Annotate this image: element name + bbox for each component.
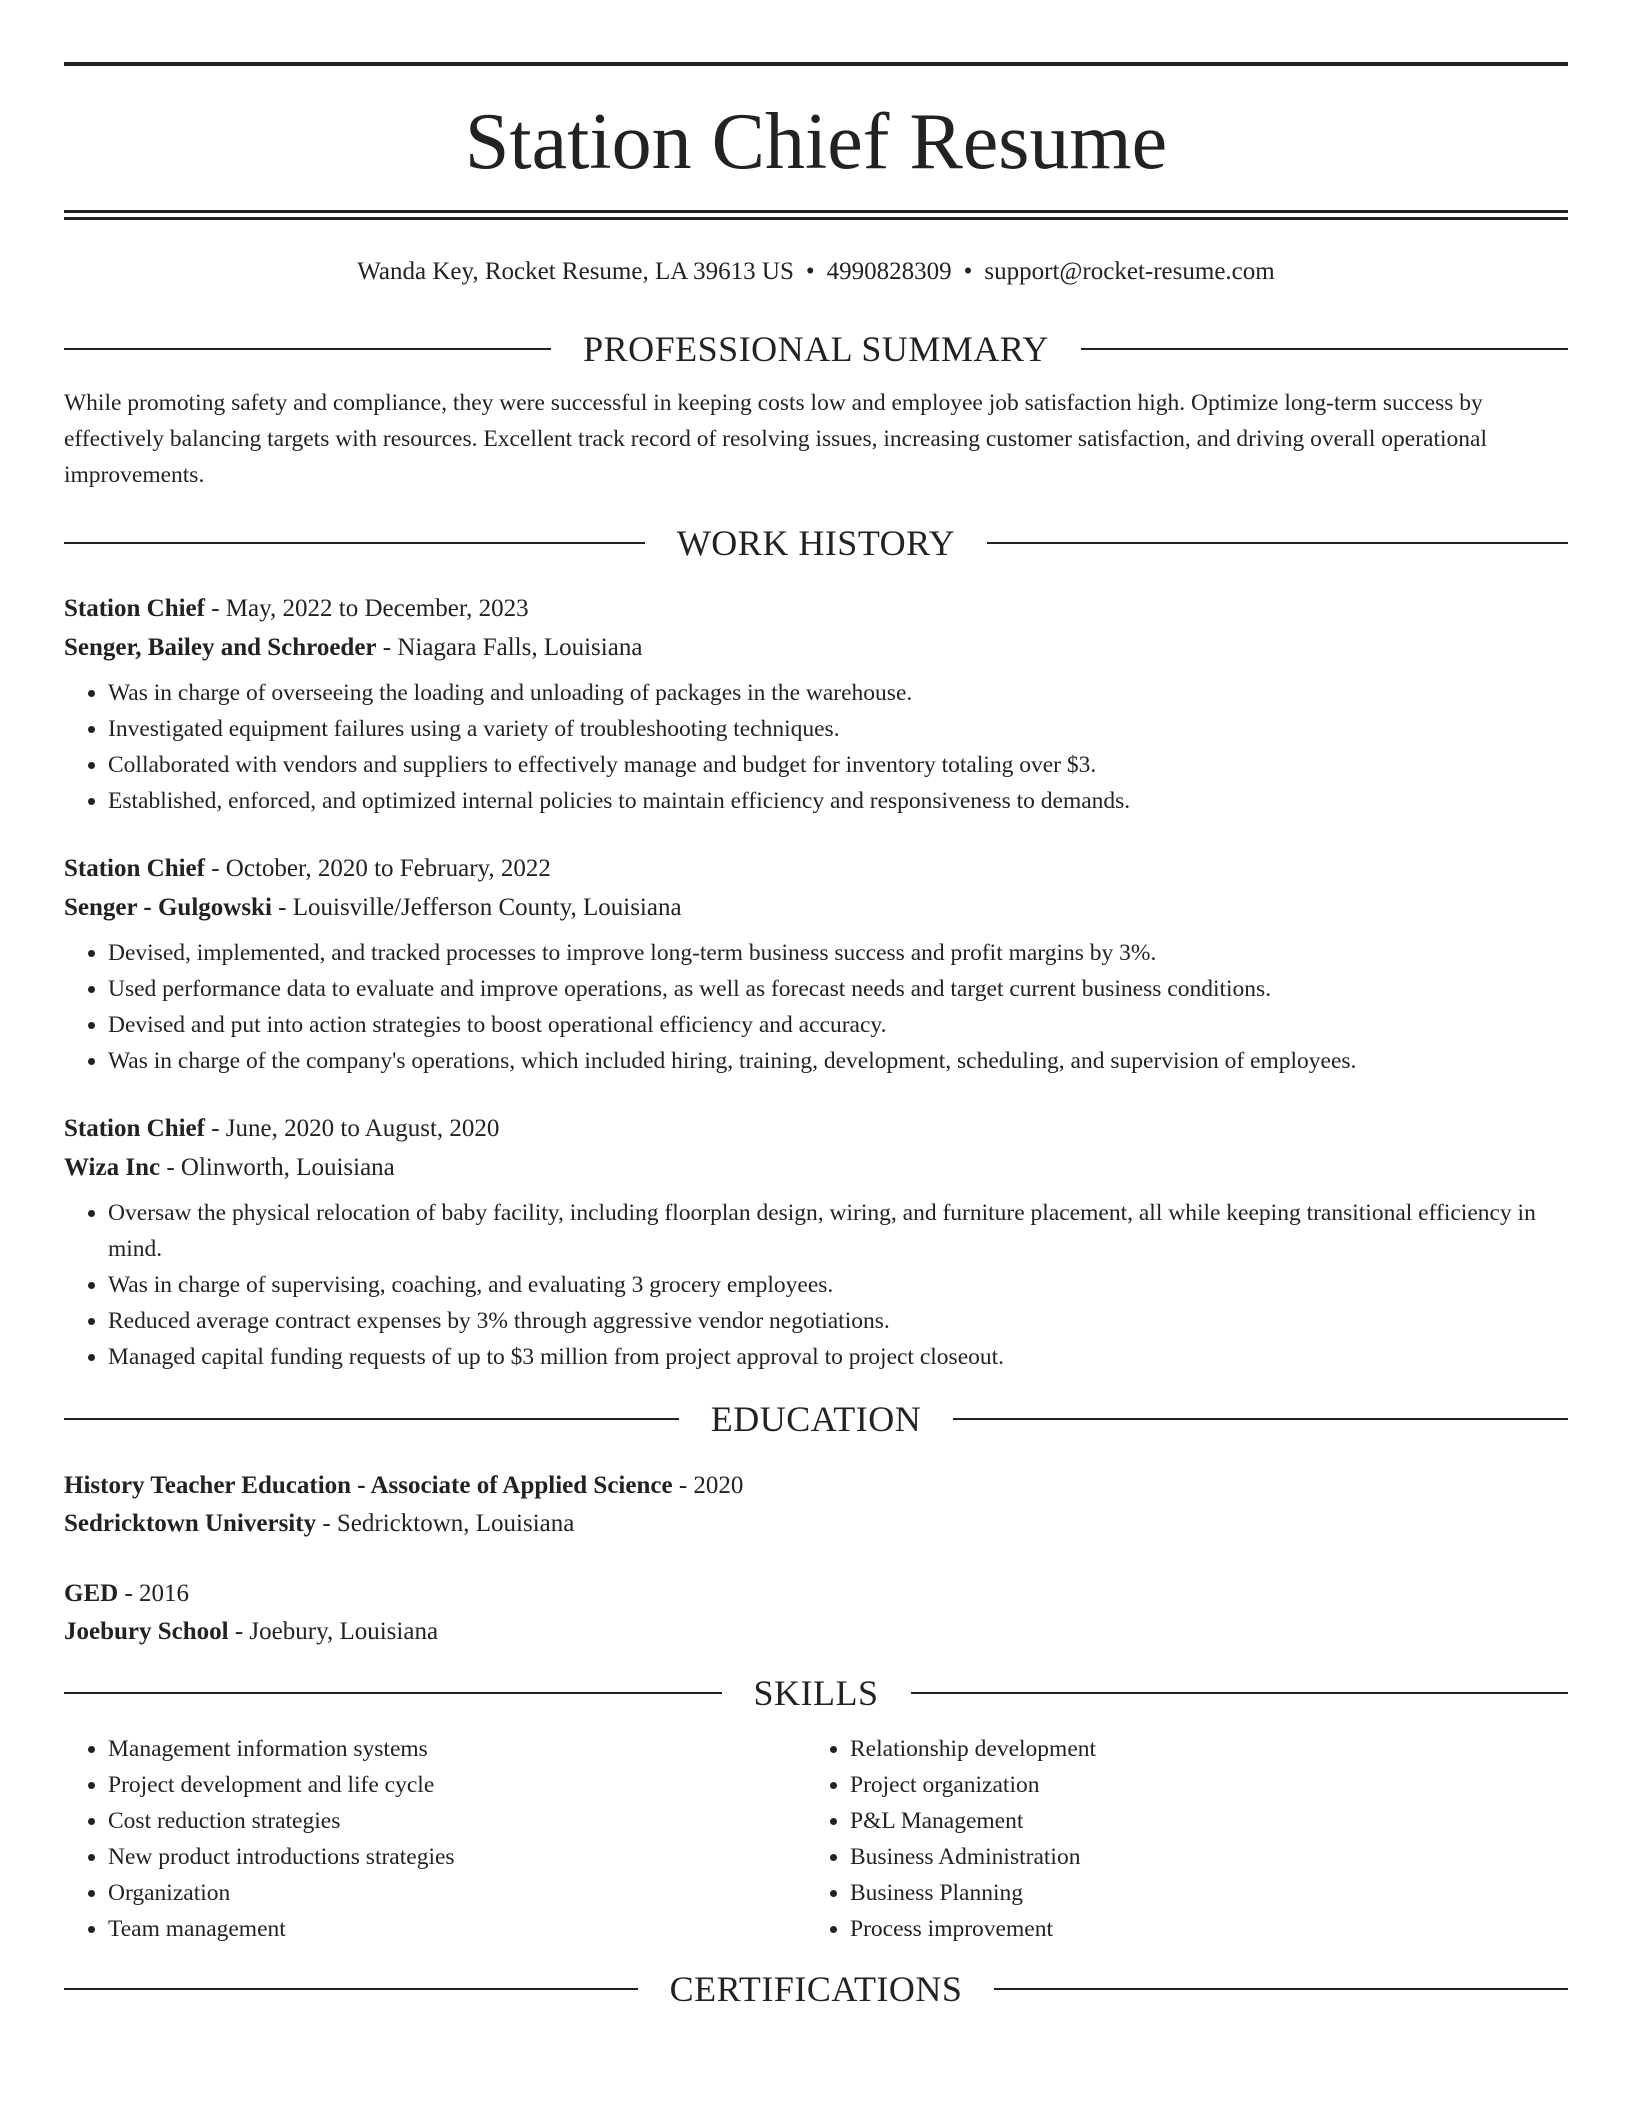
section-heading-education: [64, 1397, 1568, 1441]
contact-email: support@rocket-resume.com: [984, 258, 1275, 285]
title-double-rule: [64, 210, 1568, 220]
job-company-line: [64, 888, 1568, 927]
heading-rule: [1081, 348, 1568, 350]
job-bullet: • Oversaw the physical relocation of baby facility, including floorplan design, wiring, and furniture placement, all while keeping transitional efficiency in mind.: [108, 1195, 1568, 1267]
education-degree-line: [64, 1467, 1568, 1505]
job-bullet: • Was in charge of overseeing the loading and unloading of packages in the warehouse.: [108, 675, 1568, 711]
job-dates: - October, 2020 to February, 2022: [204, 855, 551, 882]
job-company-line: [64, 1148, 1568, 1187]
skills-column-left: [64, 1731, 806, 1947]
education-degree: History Teacher Education - Associate of Applied Science: [64, 1472, 673, 1499]
section-heading-skills: [64, 1671, 1568, 1715]
job-location: - Olinworth, Louisiana: [160, 1154, 395, 1181]
job-title-line: [64, 849, 1568, 888]
job-bullet: • Was in charge of the company's operations, which included hiring, training, development, scheduling, and supervision of employees.: [108, 1043, 1568, 1079]
job-bullets: [64, 675, 1568, 819]
heading-rule: [64, 542, 645, 544]
work-history-list: [64, 589, 1568, 1375]
contact-address: Wanda Key, Rocket Resume, LA 39613 US: [357, 258, 794, 285]
skill-item: • Business Administration: [850, 1839, 1548, 1875]
job-company: Senger - Gulgowski: [64, 894, 272, 921]
job-title-line: [64, 589, 1568, 628]
job-dates: - May, 2022 to December, 2023: [204, 595, 529, 622]
education-school-line: [64, 1613, 1568, 1651]
contact-line: [64, 255, 1568, 289]
skill-item: • New product introductions strategies: [108, 1839, 806, 1875]
heading-rule: [994, 1988, 1568, 1990]
job-location: - Louisville/Jefferson County, Louisiana: [271, 894, 682, 921]
skills-column-right: [806, 1731, 1548, 1947]
education-school: Sedricktown University: [64, 1510, 317, 1537]
job-bullet: • Devised and put into action strategies to boost operational efficiency and accuracy.: [108, 1007, 1568, 1043]
section-label: WORK HISTORY: [676, 523, 956, 563]
heading-rule: [987, 542, 1568, 544]
job-bullet: • Managed capital funding requests of up to $3 million from project approval to project closeout.: [108, 1339, 1568, 1375]
job-bullet: • Was in charge of supervising, coaching, and evaluating 3 grocery employees.: [108, 1267, 1568, 1303]
job-bullet: • Collaborated with vendors and suppliers to effectively manage and budget for inventory totaling over $3.: [108, 747, 1568, 783]
job-bullet: • Reduced average contract expenses by 3% through aggressive vendor negotiations.: [108, 1303, 1568, 1339]
job-title: Station Chief: [64, 855, 205, 882]
heading-rule: [953, 1418, 1568, 1420]
job-company: Wiza Inc: [64, 1154, 161, 1181]
skill-item: • Cost reduction strategies: [108, 1803, 806, 1839]
resume-title: Station Chief Resume: [464, 98, 1168, 186]
summary-text: While promoting safety and compliance, they were successful in keeping costs low and employee job satisfaction high. Optimize long-term success by effectively balancing targets with resources. Excellent track record of resolving issues, increasing customer satisfaction, and driving overall operational improvements.: [64, 390, 1488, 488]
skill-item: • Organization: [108, 1875, 806, 1911]
job-entry: [64, 1109, 1568, 1375]
section-heading-summary: [64, 327, 1568, 371]
skill-item: • Relationship development: [850, 1731, 1548, 1767]
education-location: - Joebury, Louisiana: [228, 1618, 439, 1645]
job-bullets: [64, 1195, 1568, 1375]
section-label: EDUCATION: [710, 1399, 922, 1439]
education-school: Joebury School: [64, 1618, 229, 1645]
job-title: Station Chief: [64, 1115, 205, 1142]
skill-item: • Business Planning: [850, 1875, 1548, 1911]
job-entry: [64, 849, 1568, 1079]
job-location: - Niagara Falls, Louisiana: [376, 634, 643, 661]
resume-page: [64, 0, 1568, 2011]
top-rule: [64, 62, 1568, 66]
skill-item: • Process improvement: [850, 1911, 1548, 1947]
heading-rule: [64, 1418, 679, 1420]
education-location: - Sedricktown, Louisiana: [316, 1510, 575, 1537]
skill-item: • Management information systems: [108, 1731, 806, 1767]
heading-rule: [64, 1692, 722, 1694]
heading-rule: [911, 1692, 1569, 1694]
contact-separator: •: [963, 258, 973, 285]
education-year: - 2016: [118, 1580, 190, 1607]
section-heading-work-history: [64, 521, 1568, 565]
section-label: CERTIFICATIONS: [669, 1969, 963, 2009]
job-entry: [64, 589, 1568, 819]
job-dates: - June, 2020 to August, 2020: [204, 1115, 500, 1142]
job-bullet: • Investigated equipment failures using a variety of troubleshooting techniques.: [108, 711, 1568, 747]
heading-rule: [64, 1988, 638, 1990]
job-company: Senger, Bailey and Schroeder: [64, 634, 377, 661]
job-bullet: • Used performance data to evaluate and improve operations, as well as forecast needs and target current business conditions.: [108, 971, 1568, 1007]
education-year: - 2020: [672, 1472, 744, 1499]
skill-item: • P&L Management: [850, 1803, 1548, 1839]
education-entry: [64, 1575, 1568, 1651]
heading-rule: [64, 348, 551, 350]
job-bullets: [64, 935, 1568, 1079]
skill-item: • Team management: [108, 1911, 806, 1947]
education-entry: [64, 1467, 1568, 1543]
skill-item: • Project organization: [850, 1767, 1548, 1803]
job-company-line: [64, 628, 1568, 667]
skill-item: • Project development and life cycle: [108, 1767, 806, 1803]
job-bullet: • Established, enforced, and optimized internal policies to maintain efficiency and responsiveness to demands.: [108, 783, 1568, 819]
contact-separator: •: [805, 258, 815, 285]
education-school-line: [64, 1505, 1568, 1543]
section-heading-certifications: [64, 1967, 1568, 2011]
education-degree-line: [64, 1575, 1568, 1613]
contact-phone: 4990828309: [826, 258, 952, 285]
education-degree: GED: [64, 1580, 119, 1607]
job-title: Station Chief: [64, 595, 205, 622]
job-title-line: [64, 1109, 1568, 1148]
section-label: PROFESSIONAL SUMMARY: [583, 329, 1049, 369]
job-bullet: • Devised, implemented, and tracked processes to improve long-term business success and profit margins by 3%.: [108, 935, 1568, 971]
skills-grid: [64, 1731, 1568, 1947]
section-label: SKILLS: [753, 1673, 879, 1713]
